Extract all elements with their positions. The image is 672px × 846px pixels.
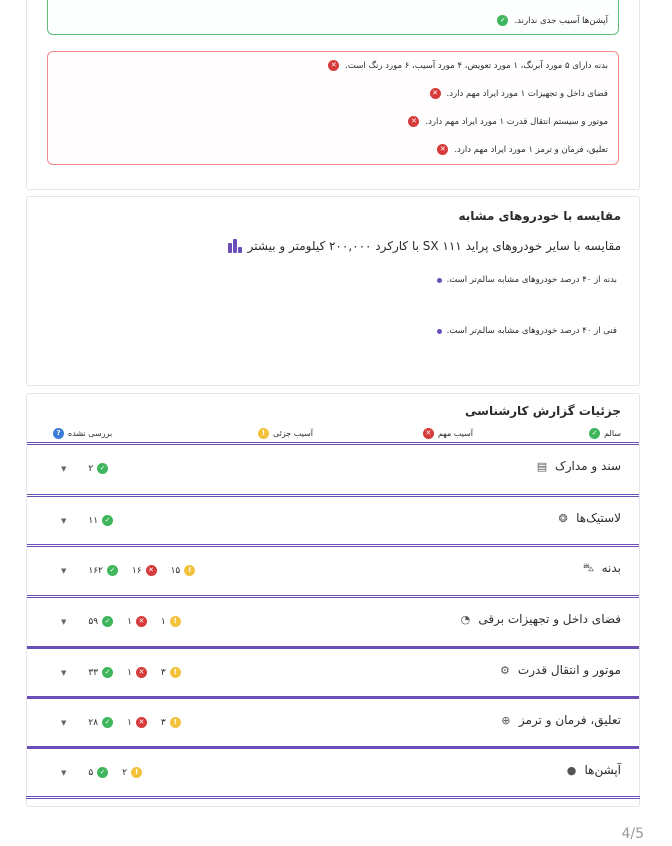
section-engine[interactable]: [27, 646, 639, 696]
chevron-down-icon[interactable]: ▼: [61, 617, 67, 626]
issue-text: بدنه دارای ۵ مورد آبرنگ، ۱ مورد تعویض، ۴ مورد آسیب، ۶ مورد رنگ است.: [345, 60, 608, 71]
document-icon: ▤: [536, 459, 548, 473]
check-icon: ✓: [102, 667, 113, 678]
comparison-card: [26, 196, 640, 386]
comparison-item: [437, 326, 617, 336]
bar-chart-icon: [228, 239, 242, 253]
healthy-count: ۵ ✓: [88, 767, 108, 778]
legend-minor: [258, 428, 313, 439]
check-icon: ✓: [102, 515, 113, 526]
healthy-count: ۲ ✓: [88, 463, 108, 474]
check-icon: ✓: [497, 15, 508, 26]
minor-count: ۲ !: [122, 767, 142, 778]
section-tires[interactable]: [27, 494, 639, 544]
page-number: 4/5: [621, 826, 644, 842]
chevron-down-icon[interactable]: ▼: [61, 768, 67, 777]
chevron-down-icon[interactable]: ▼: [61, 516, 67, 525]
minor-count: ۳ !: [161, 717, 181, 728]
comparison-title: مقایسه با خودروهای مشابه: [458, 209, 621, 223]
ok-summary-row: [497, 15, 608, 26]
major-count: ۱۶ ✕: [132, 565, 157, 576]
warning-icon: !: [258, 428, 269, 439]
section-documents[interactable]: [27, 442, 639, 492]
section-title: موتور و انتقال قدرت: [517, 663, 621, 677]
error-icon: ✕: [136, 717, 147, 728]
section-interior[interactable]: [27, 595, 639, 645]
section-label: [583, 561, 621, 575]
legend-unchecked-label: بررسی نشده: [68, 429, 113, 438]
comparison-item: [437, 275, 617, 285]
section-label: [557, 511, 621, 525]
section-counts: [61, 463, 108, 474]
details-title: جزئیات گزارش کارشناسی: [465, 404, 621, 418]
comparison-subtitle: مقایسه با سایر خودروهای پراید SX ۱۱۱ با کارکرد ۲۰۰,۰۰۰ کیلومتر و بیشتر: [247, 239, 621, 253]
section-title: بدنه: [601, 561, 621, 575]
section-title: سند و مدارک: [555, 459, 621, 473]
section-counts: [61, 717, 181, 728]
minor-count: ۱۵ !: [171, 565, 196, 576]
options-icon: ●: [566, 763, 577, 777]
check-icon: ✓: [97, 463, 108, 474]
major-count: ۱ ✕: [127, 667, 147, 678]
healthy-count: ۵۹ ✓: [88, 616, 113, 627]
issue-row: [430, 88, 608, 99]
ok-summary-box: [47, 0, 619, 35]
section-counts: [61, 565, 195, 576]
ok-summary-text: آپشن‌ها آسیب جدی ندارند.: [514, 15, 608, 26]
chevron-down-icon[interactable]: ▼: [61, 668, 67, 677]
warning-icon: !: [131, 767, 142, 778]
error-icon: ✕: [430, 88, 441, 99]
warning-icon: !: [184, 565, 195, 576]
healthy-count: ۱۱ ✓: [88, 515, 113, 526]
section-label: [459, 612, 621, 626]
minor-count: ۳ !: [161, 667, 181, 678]
healthy-count: ۲۸ ✓: [88, 717, 113, 728]
tire-icon: ❂: [558, 511, 568, 525]
bottom-divider: [26, 796, 640, 799]
question-icon: ?: [53, 428, 64, 439]
car-icon: ⛍: [582, 560, 595, 574]
warning-icon: !: [170, 616, 181, 627]
healthy-count: ۳۳ ✓: [88, 667, 113, 678]
details-card: [26, 393, 640, 807]
error-icon: ✕: [146, 565, 157, 576]
section-label: [500, 713, 621, 727]
dashboard-icon: ◔: [460, 612, 471, 626]
issue-row: [437, 144, 608, 155]
section-title: لاستیک‌ها: [576, 511, 621, 525]
issue-text: تعلیق، فرمان و ترمز ۱ مورد ایراد مهم دارد.: [454, 144, 608, 155]
section-title: تعلیق، فرمان و ترمز: [518, 713, 621, 727]
check-icon: ✓: [107, 565, 118, 576]
check-icon: ✓: [102, 717, 113, 728]
comparison-item-text: بدنه از ۴۰ درصد خودروهای مشابه سالم‌تر است.: [446, 275, 617, 285]
section-title: آپشن‌ها: [584, 763, 621, 777]
error-icon: ✕: [408, 116, 419, 127]
issue-text: فضای داخل و تجهیزات ۱ مورد ایراد مهم دارد.: [446, 88, 608, 99]
section-counts: [61, 515, 113, 526]
steering-icon: ⊕: [501, 713, 511, 727]
chevron-down-icon[interactable]: ▼: [61, 464, 67, 473]
major-count: ۱ ✕: [127, 717, 147, 728]
section-suspension[interactable]: [27, 696, 639, 746]
legend-minor-label: آسیب جزئی: [273, 429, 313, 438]
healthy-count: ۱۶۲ ✓: [88, 565, 118, 576]
issue-row: [328, 60, 608, 71]
legend-healthy: [589, 428, 621, 439]
major-count: ۱ ✕: [127, 616, 147, 627]
section-counts: [61, 667, 181, 678]
section-body[interactable]: [27, 544, 639, 594]
minor-count: ۱ !: [161, 616, 181, 627]
error-icon: ✕: [136, 667, 147, 678]
summary-card: [26, 0, 640, 190]
check-icon: ✓: [97, 767, 108, 778]
check-icon: ✓: [589, 428, 600, 439]
engine-icon: ⚙: [499, 663, 510, 677]
bullet-icon: [437, 329, 442, 334]
check-icon: ✓: [102, 616, 113, 627]
legend-healthy-label: سالم: [604, 429, 621, 438]
issues-summary-box: [47, 51, 619, 165]
warning-icon: !: [170, 667, 181, 678]
legend-major: [423, 428, 473, 439]
bullet-icon: [437, 278, 442, 283]
issue-row: [408, 116, 608, 127]
chevron-down-icon[interactable]: ▼: [61, 718, 67, 727]
chevron-down-icon[interactable]: ▼: [61, 566, 67, 575]
error-icon: ✕: [328, 60, 339, 71]
legend-unchecked: [53, 428, 112, 439]
error-icon: ✕: [423, 428, 434, 439]
error-icon: ✕: [437, 144, 448, 155]
warning-icon: !: [170, 717, 181, 728]
error-icon: ✕: [136, 616, 147, 627]
section-title: فضای داخل و تجهیزات برقی: [478, 612, 621, 626]
section-label: [536, 459, 621, 473]
section-label: [499, 663, 621, 677]
section-options[interactable]: [27, 746, 639, 796]
section-label: [566, 763, 622, 777]
section-counts: [61, 767, 142, 778]
legend-major-label: آسیب مهم: [437, 429, 473, 438]
comparison-subtitle-row: [228, 239, 621, 253]
section-counts: [61, 616, 181, 627]
comparison-item-text: فنی از ۴۰ درصد خودروهای مشابه سالم‌تر است.: [446, 326, 617, 336]
issue-text: موتور و سیستم انتقال قدرت ۱ مورد ایراد مهم دارد.: [425, 116, 608, 127]
